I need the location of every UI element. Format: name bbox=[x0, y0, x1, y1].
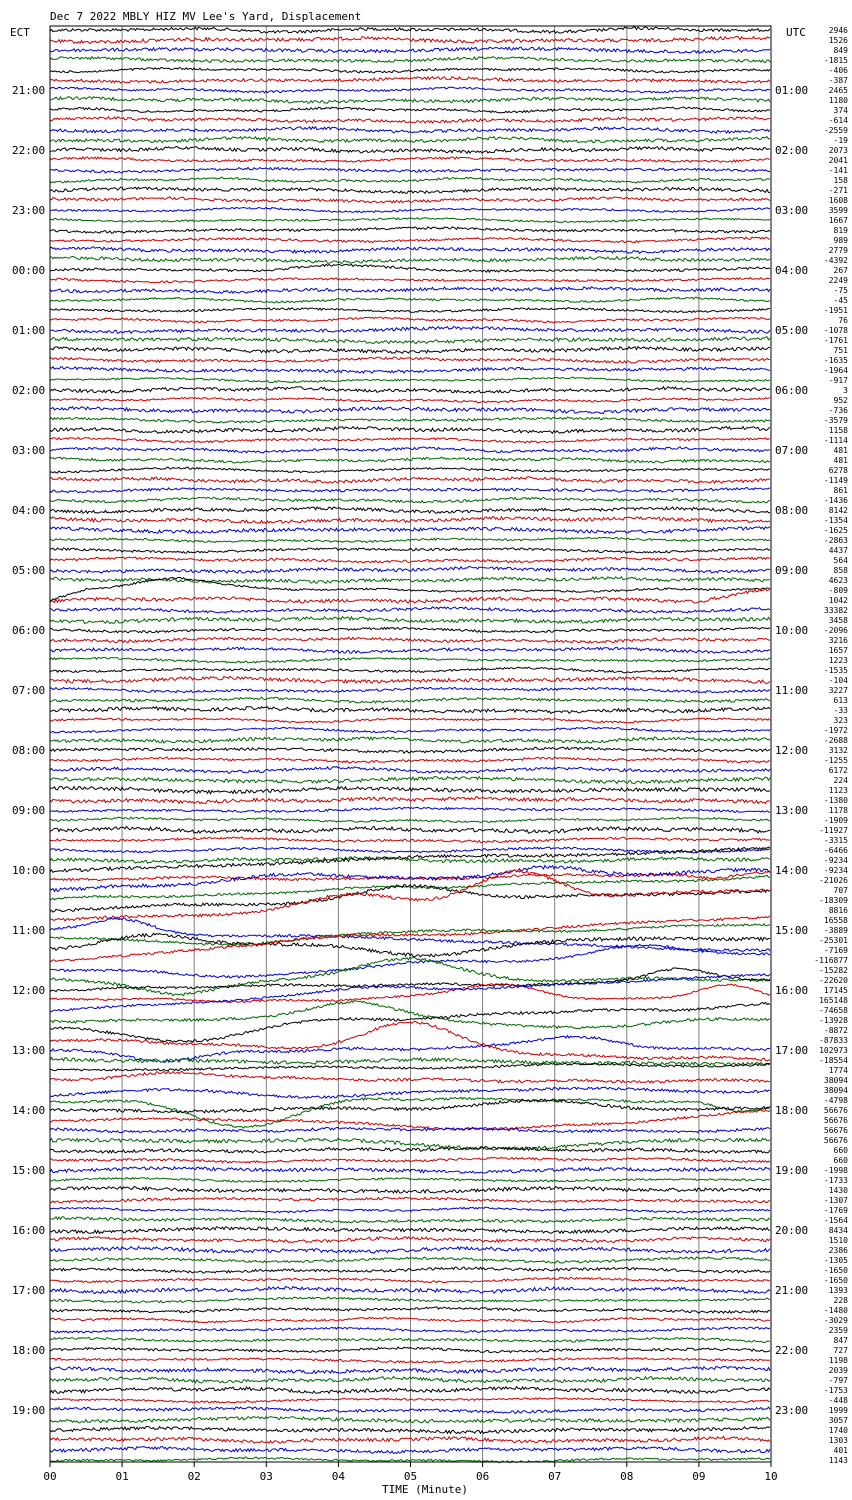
trace-count-label-113: 660 bbox=[833, 1156, 848, 1165]
trace-count-label-77: -1380 bbox=[823, 796, 848, 805]
left-hour-label-16: 13:00 bbox=[12, 1044, 46, 1057]
right-hour-label-1: 02:00 bbox=[775, 144, 809, 157]
right-hour-label-22: 23:00 bbox=[775, 1404, 809, 1417]
trace-count-label-81: -3315 bbox=[823, 836, 848, 845]
trace-count-label-97: 165148 bbox=[819, 996, 848, 1005]
trace-count-label-18: 3599 bbox=[828, 206, 848, 215]
trace-count-label-12: 2073 bbox=[828, 146, 848, 155]
trace-count-label-43: 481 bbox=[833, 456, 848, 465]
x-tick-label-03: 03 bbox=[259, 1470, 273, 1483]
trace-count-label-79: -1909 bbox=[823, 816, 848, 825]
trace-count-label-135: -797 bbox=[828, 1376, 848, 1385]
trace-count-label-141: 1303 bbox=[828, 1436, 848, 1445]
left-hour-label-7: 04:00 bbox=[12, 504, 46, 517]
trace-count-label-82: -6466 bbox=[823, 846, 848, 855]
left-timezone-label: ECT bbox=[10, 26, 30, 39]
trace-count-label-31: -1761 bbox=[823, 336, 848, 345]
trace-count-label-109: 56676 bbox=[823, 1116, 848, 1125]
trace-count-label-48: 8142 bbox=[828, 506, 848, 515]
trace-count-label-57: 1042 bbox=[828, 596, 848, 605]
left-hour-label-20: 17:00 bbox=[12, 1284, 46, 1297]
trace-count-label-127: 228 bbox=[833, 1296, 848, 1305]
trace-count-label-99: -13928 bbox=[819, 1016, 848, 1025]
trace-count-label-24: 267 bbox=[833, 266, 848, 275]
trace-count-label-88: 8816 bbox=[828, 906, 848, 915]
trace-count-label-138: 1999 bbox=[828, 1406, 848, 1415]
trace-count-label-103: -18554 bbox=[819, 1056, 848, 1065]
trace-count-label-26: -75 bbox=[833, 286, 848, 295]
left-hour-label-1: 22:00 bbox=[12, 144, 46, 157]
left-hour-label-3: 00:00 bbox=[12, 264, 46, 277]
trace-count-label-3: -1815 bbox=[823, 56, 848, 65]
trace-count-label-111: 56676 bbox=[823, 1136, 848, 1145]
trace-count-label-36: 3 bbox=[843, 386, 848, 395]
trace-count-label-58: 33382 bbox=[823, 606, 848, 615]
trace-count-label-27: -45 bbox=[833, 296, 848, 305]
left-hour-label-12: 09:00 bbox=[12, 804, 46, 817]
trace-count-label-6: 2465 bbox=[828, 86, 848, 95]
trace-count-label-56: -809 bbox=[828, 586, 848, 595]
trace-count-label-35: -917 bbox=[828, 376, 848, 385]
trace-count-label-70: -1972 bbox=[823, 726, 848, 735]
right-hour-label-21: 22:00 bbox=[775, 1344, 809, 1357]
trace-count-label-19: 1667 bbox=[828, 216, 848, 225]
left-hour-label-0: 21:00 bbox=[12, 84, 46, 97]
right-hour-label-8: 09:00 bbox=[775, 564, 809, 577]
trace-count-label-33: -1635 bbox=[823, 356, 848, 365]
trace-count-label-132: 727 bbox=[833, 1346, 848, 1355]
trace-count-label-14: -141 bbox=[828, 166, 848, 175]
trace-count-label-89: 16558 bbox=[823, 916, 848, 925]
right-hour-label-5: 06:00 bbox=[775, 384, 809, 397]
trace-count-label-107: -4798 bbox=[823, 1096, 848, 1105]
left-hour-label-6: 03:00 bbox=[12, 444, 46, 457]
right-hour-label-3: 04:00 bbox=[775, 264, 809, 277]
left-hour-label-4: 01:00 bbox=[12, 324, 46, 337]
trace-count-label-68: -33 bbox=[833, 706, 848, 715]
trace-count-label-47: -1436 bbox=[823, 496, 848, 505]
trace-count-label-126: 1393 bbox=[828, 1286, 848, 1295]
trace-count-label-108: 56676 bbox=[823, 1106, 848, 1115]
trace-count-label-85: -21026 bbox=[819, 876, 848, 885]
trace-count-label-72: 3132 bbox=[828, 746, 848, 755]
trace-count-label-9: -614 bbox=[828, 116, 848, 125]
trace-count-label-50: -1625 bbox=[823, 526, 848, 535]
left-hour-label-18: 15:00 bbox=[12, 1164, 46, 1177]
trace-count-label-37: 952 bbox=[833, 396, 848, 405]
x-tick-label-04: 04 bbox=[331, 1470, 346, 1483]
trace-count-label-44: 6278 bbox=[828, 466, 848, 475]
x-tick-label-00: 00 bbox=[43, 1470, 57, 1483]
trace-count-label-137: -448 bbox=[828, 1396, 848, 1405]
trace-count-label-92: -7169 bbox=[823, 946, 848, 955]
right-hour-label-15: 16:00 bbox=[775, 984, 809, 997]
trace-count-label-69: 323 bbox=[833, 716, 848, 725]
trace-count-label-17: 1608 bbox=[828, 196, 848, 205]
trace-count-label-75: 224 bbox=[833, 776, 848, 785]
right-hour-label-18: 19:00 bbox=[775, 1164, 809, 1177]
trace-count-label-102: 102973 bbox=[819, 1046, 848, 1055]
right-hour-labels bbox=[775, 84, 808, 1417]
trace-count-label-117: -1307 bbox=[823, 1196, 848, 1205]
trace-count-label-78: 1178 bbox=[828, 806, 848, 815]
x-tick-label-09: 09 bbox=[692, 1470, 706, 1483]
right-hour-label-13: 14:00 bbox=[775, 864, 809, 877]
trace-count-label-140: 1740 bbox=[828, 1426, 848, 1435]
trace-count-label-74: 6172 bbox=[828, 766, 848, 775]
x-axis-ticks bbox=[43, 1462, 777, 1483]
trace-count-label-136: -1753 bbox=[823, 1386, 848, 1395]
trace-count-label-1: 1526 bbox=[828, 36, 848, 45]
trace-count-label-143: 1143 bbox=[828, 1456, 848, 1465]
left-hour-label-10: 07:00 bbox=[12, 684, 46, 697]
x-tick-label-07: 07 bbox=[548, 1470, 562, 1483]
trace-count-label-40: 1158 bbox=[828, 426, 848, 435]
trace-count-label-104: 1774 bbox=[828, 1066, 848, 1075]
trace-count-label-98: -74658 bbox=[819, 1006, 848, 1015]
trace-count-label-28: -1951 bbox=[823, 306, 848, 315]
left-hour-labels bbox=[12, 84, 45, 1417]
right-hour-label-19: 20:00 bbox=[775, 1224, 809, 1237]
left-hour-label-14: 11:00 bbox=[12, 924, 46, 937]
trace-count-label-131: 847 bbox=[833, 1336, 848, 1345]
trace-count-label-66: 3227 bbox=[828, 686, 848, 695]
trace-count-label-62: 1657 bbox=[828, 646, 848, 655]
trace-count-label-30: -1078 bbox=[823, 326, 848, 335]
trace-count-label-100: -8872 bbox=[823, 1026, 848, 1035]
trace-count-label-76: 1123 bbox=[828, 786, 848, 795]
left-hour-label-5: 02:00 bbox=[12, 384, 46, 397]
trace-count-label-46: 861 bbox=[833, 486, 848, 495]
trace-count-label-16: -271 bbox=[828, 186, 848, 195]
x-tick-label-08: 08 bbox=[620, 1470, 634, 1483]
trace-count-label-7: 1180 bbox=[828, 96, 848, 105]
x-tick-label-05: 05 bbox=[403, 1470, 418, 1483]
trace-count-label-38: -736 bbox=[828, 406, 848, 415]
trace-count-label-106: 38094 bbox=[823, 1086, 848, 1095]
trace-count-label-90: -3889 bbox=[823, 926, 848, 935]
right-hour-label-7: 08:00 bbox=[775, 504, 809, 517]
x-tick-label-06: 06 bbox=[475, 1470, 490, 1483]
trace-count-label-34: -1964 bbox=[823, 366, 848, 375]
trace-count-label-119: -1564 bbox=[823, 1216, 848, 1225]
trace-count-label-118: -1769 bbox=[823, 1206, 848, 1215]
trace-count-label-2: 849 bbox=[833, 46, 848, 55]
right-hour-label-14: 15:00 bbox=[775, 924, 809, 937]
left-hour-label-22: 19:00 bbox=[12, 1404, 46, 1417]
trace-count-label-52: 4437 bbox=[828, 546, 848, 555]
right-hour-label-11: 12:00 bbox=[775, 744, 809, 757]
right-hour-label-6: 07:00 bbox=[775, 444, 809, 457]
trace-count-label-95: -22620 bbox=[819, 976, 848, 985]
trace-count-label-45: -1149 bbox=[823, 476, 848, 485]
left-hour-label-8: 05:00 bbox=[12, 564, 46, 577]
trace-count-label-4: -406 bbox=[828, 66, 848, 75]
trace-count-label-5: -387 bbox=[828, 76, 848, 85]
trace-count-label-11: -19 bbox=[833, 136, 848, 145]
trace-count-label-142: 401 bbox=[833, 1446, 848, 1455]
trace-count-label-83: -9234 bbox=[823, 856, 848, 865]
trace-count-label-120: 8434 bbox=[828, 1226, 848, 1235]
left-hour-label-2: 23:00 bbox=[12, 204, 46, 217]
trace-count-label-67: 613 bbox=[833, 696, 848, 705]
trace-count-label-8: 374 bbox=[833, 106, 848, 115]
trace-count-label-61: 3216 bbox=[828, 636, 848, 645]
left-hour-label-19: 16:00 bbox=[12, 1224, 46, 1237]
right-hour-label-0: 01:00 bbox=[775, 84, 809, 97]
trace-count-label-53: 564 bbox=[833, 556, 848, 565]
trace-count-label-133: 1198 bbox=[828, 1356, 848, 1365]
trace-count-label-51: -2863 bbox=[823, 536, 848, 545]
trace-count-label-129: -3029 bbox=[823, 1316, 848, 1325]
trace-count-label-0: 2946 bbox=[828, 26, 848, 35]
left-hour-label-21: 18:00 bbox=[12, 1344, 46, 1357]
trace-count-label-125: -1650 bbox=[823, 1276, 848, 1285]
trace-count-label-96: 17145 bbox=[823, 986, 848, 995]
x-tick-label-02: 02 bbox=[187, 1470, 201, 1483]
trace-count-label-91: -25301 bbox=[819, 936, 848, 945]
trace-count-label-60: -2096 bbox=[823, 626, 848, 635]
trace-count-label-42: 481 bbox=[833, 446, 848, 455]
trace-count-label-122: 2386 bbox=[828, 1246, 848, 1255]
right-hour-label-16: 17:00 bbox=[775, 1044, 809, 1057]
x-tick-label-01: 01 bbox=[115, 1470, 129, 1483]
trace-count-label-15: 158 bbox=[833, 176, 848, 185]
right-timezone-label: UTC bbox=[786, 26, 806, 39]
trace-count-label-101: -87833 bbox=[819, 1036, 848, 1045]
left-hour-label-9: 06:00 bbox=[12, 624, 46, 637]
right-hour-label-2: 03:00 bbox=[775, 204, 809, 217]
trace-count-label-65: -104 bbox=[828, 676, 848, 685]
right-hour-label-10: 11:00 bbox=[775, 684, 809, 697]
trace-count-label-94: -15282 bbox=[819, 966, 848, 975]
trace-count-label-124: -1650 bbox=[823, 1266, 848, 1275]
x-tick-label-10: 10 bbox=[764, 1470, 778, 1483]
trace-count-label-39: -3579 bbox=[823, 416, 848, 425]
trace-count-label-41: -1114 bbox=[823, 436, 848, 445]
trace-count-label-130: 2359 bbox=[828, 1326, 848, 1335]
trace-count-label-25: 2249 bbox=[828, 276, 848, 285]
trace-count-label-128: -1480 bbox=[823, 1306, 848, 1315]
trace-count-label-21: 989 bbox=[833, 236, 848, 245]
x-axis-title: TIME (Minute) bbox=[381, 1483, 469, 1496]
trace-count-label-84: -9234 bbox=[823, 866, 848, 875]
trace-count-label-87: -18309 bbox=[819, 896, 848, 905]
trace-count-label-49: -1354 bbox=[823, 516, 848, 525]
right-hour-label-20: 21:00 bbox=[775, 1284, 809, 1297]
trace-count-label-123: -1305 bbox=[823, 1256, 848, 1265]
trace-count-label-139: 3057 bbox=[828, 1416, 848, 1425]
left-hour-label-17: 14:00 bbox=[12, 1104, 46, 1117]
trace-count-label-110: 56676 bbox=[823, 1126, 848, 1135]
trace-count-label-134: 2039 bbox=[828, 1366, 848, 1375]
trace-count-label-115: -1733 bbox=[823, 1176, 848, 1185]
trace-count-label-112: 660 bbox=[833, 1146, 848, 1155]
trace-count-labels bbox=[814, 26, 848, 1465]
trace-count-label-86: 707 bbox=[833, 886, 848, 895]
left-hour-label-15: 12:00 bbox=[12, 984, 46, 997]
trace-count-label-73: -1255 bbox=[823, 756, 848, 765]
trace-count-label-114: -1998 bbox=[823, 1166, 848, 1175]
trace-count-label-10: -2559 bbox=[823, 126, 848, 135]
trace-count-label-63: 1223 bbox=[828, 656, 848, 665]
trace-count-label-55: 4623 bbox=[828, 576, 848, 585]
right-hour-label-12: 13:00 bbox=[775, 804, 809, 817]
trace-count-label-116: 1430 bbox=[828, 1186, 848, 1195]
trace-count-label-32: 751 bbox=[833, 346, 848, 355]
right-hour-label-17: 18:00 bbox=[775, 1104, 809, 1117]
trace-count-label-71: -2688 bbox=[823, 736, 848, 745]
right-hour-label-9: 10:00 bbox=[775, 624, 809, 637]
trace-count-label-22: 2779 bbox=[828, 246, 848, 255]
trace-count-label-23: -4392 bbox=[823, 256, 848, 265]
chart-title: Dec 7 2022 MBLY HIZ MV Lee's Yard, Displacement bbox=[50, 10, 362, 23]
left-hour-label-11: 08:00 bbox=[12, 744, 46, 757]
trace-count-label-93: -116877 bbox=[814, 956, 848, 965]
trace-count-label-20: 819 bbox=[833, 226, 848, 235]
trace-count-label-64: -1535 bbox=[823, 666, 848, 675]
trace-count-label-80: -11927 bbox=[819, 826, 848, 835]
right-hour-label-4: 05:00 bbox=[775, 324, 809, 337]
left-hour-label-13: 10:00 bbox=[12, 864, 46, 877]
trace-count-label-59: 3458 bbox=[828, 616, 848, 625]
trace-count-label-121: 1510 bbox=[828, 1236, 848, 1245]
trace-count-label-29: 76 bbox=[838, 316, 848, 325]
trace-count-label-13: 2041 bbox=[828, 156, 848, 165]
trace-count-label-105: 38094 bbox=[823, 1076, 848, 1085]
trace-count-label-54: 858 bbox=[833, 566, 848, 575]
